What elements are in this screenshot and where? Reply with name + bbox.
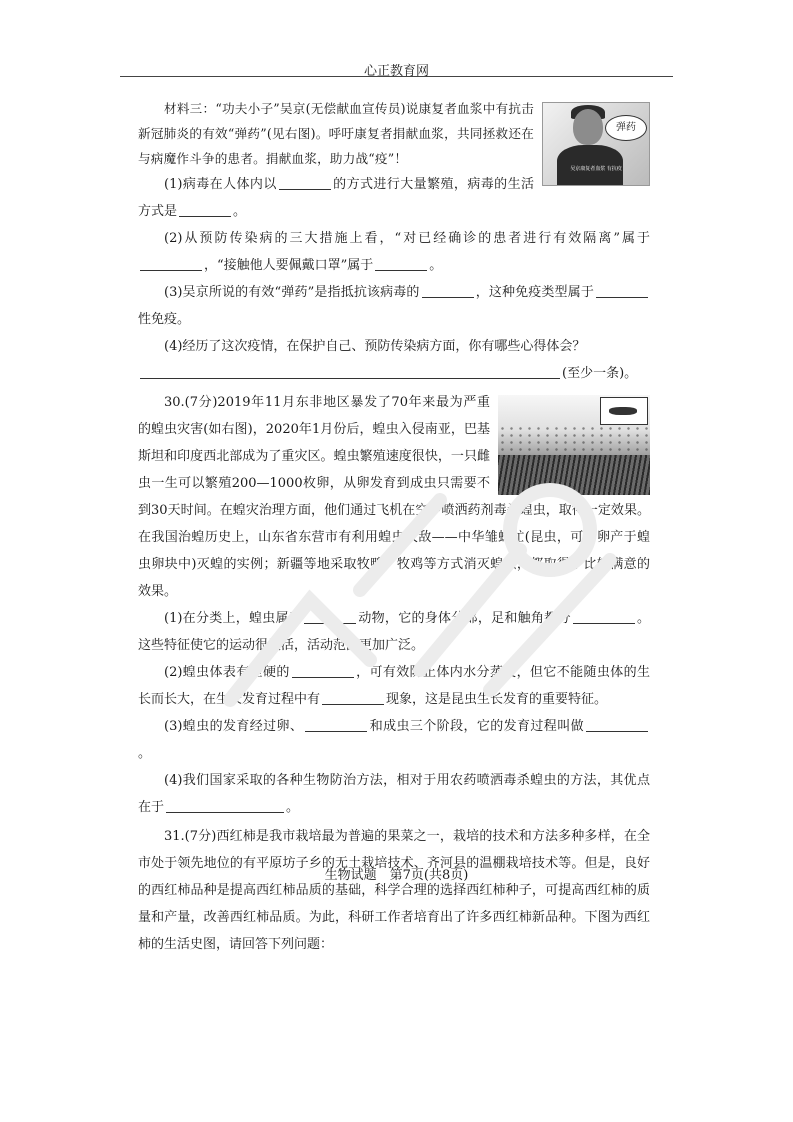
answer-blank[interactable]	[586, 717, 648, 732]
locust-icon	[609, 407, 637, 415]
q29-part1: (1)病毒在人体内以 的方式进行大量繁殖，病毒的生活方式是 。	[138, 177, 534, 219]
photo-caption: 吴京康复者血浆 有抗疫	[570, 166, 622, 172]
q29-part2: (2)从预防传染病的三大措施上看，“对已经确诊的患者进行有效隔离”属于，“接触他人要佩戴口罩”属于 。	[138, 225, 650, 279]
answer-blank[interactable]	[279, 175, 331, 190]
q31-intro: 31.(7分)西红柿是我市栽培最为普遍的果菜之一，栽培的技术和方法多种多样，在全市处于领先地位的有平原坊子乡的无土栽培技术、齐河县的温棚栽培技术等。但是，良好的西红柿品种是提高西红柿品质的基础，科学合理的选择西红柿种子，可提高西红柿的质量和产量，改善西红柿品质。为此，科研工作者培育出了许多西红柿新品种。下图为西红柿的生活史图，请回答下列问题：	[138, 829, 650, 952]
answer-blank[interactable]	[179, 202, 231, 217]
q30-part1: (1)在分类上，蝗虫属于 动物，它的身体分部，足和触角都分 。这些特征使它的运动很灵活，活动范围更加广泛。	[138, 611, 650, 653]
answer-blank[interactable]	[166, 798, 284, 813]
material-three-text: 材料三：“功夫小子”吴京(无偿献血宣传员)说康复者血浆中有抗击新冠肺炎的有效“弹药”(见右图)。呼吁康复者捐献血浆，共同拯救还在与病魔作斗争的患者。捐献血浆，助力战“疫”！	[138, 101, 534, 166]
wujing-photo	[542, 102, 650, 186]
photo-face	[573, 109, 603, 145]
header-divider	[120, 76, 673, 77]
answer-blank[interactable]	[292, 663, 354, 678]
answer-blank[interactable]	[322, 690, 384, 705]
answer-blank[interactable]	[140, 256, 202, 271]
answer-blank[interactable]	[573, 609, 635, 624]
answer-blank[interactable]	[596, 283, 648, 298]
question-30	[138, 389, 650, 605]
locust-inset	[600, 397, 648, 425]
answer-blank[interactable]	[422, 283, 474, 298]
answer-blank[interactable]	[305, 717, 367, 732]
site-header: 心正教育网	[363, 64, 429, 79]
locust-swarm-photo	[498, 395, 650, 495]
photo-speech-bubble: 弹药	[605, 115, 647, 141]
answer-blank[interactable]	[304, 609, 356, 624]
q30-intro: 30.(7分)2019年11月东非地区暴发了70年来最为严重的蝗虫灾害(如右图)，2020年1月份后，蝗虫入侵南亚，巴基斯坦和印度西北部成为了重灾区。蝗虫繁殖速度很快，一只雌虫一生可以繁殖200—1000枚卵，从卵发育到成虫只需要不到30天时间。在蝗灾治理方面，他们通过飞机在空中喷洒药剂毒杀蝗虫，取得一定效果。在我国治蝗历史上，山东省东营市有利用蝗虫天敌——中华雏蜂虻(昆虫，可将卵产于蝗虫卵块中)灭蝗的实例；新疆等地采取牧鸭、牧鸡等方式消灭蝗虫，都取得了比较满意的效果。	[138, 395, 650, 599]
material-three	[138, 96, 650, 171]
page-content	[138, 96, 650, 958]
q29-part4: (4)经历了这次疫情，在保护自己、预防传染病方面，你有哪些心得体会？	[164, 339, 586, 354]
answer-blank[interactable]	[140, 364, 560, 379]
q29-part3: (3)吴京所说的有效“弹药”是指抵抗该病毒的 ，这种免疫类型属于性免疫。	[138, 279, 650, 333]
q30-part3: (3)蝗虫的发育经过卵、 和成虫三个阶段，它的发育过程叫做。	[138, 713, 650, 767]
grass-field	[498, 455, 650, 495]
answer-blank[interactable]	[375, 256, 427, 271]
q29-part4-answer: (至少一条)。	[138, 360, 650, 387]
q30-part2: (2)蝗虫体表有坚硬的 ，可有效防止体内水分蒸发，但它不能随虫体的生长而长大，在生长发育过程中有 现象，这是昆虫生长发育的重要特征。	[138, 665, 650, 707]
page-footer: 生物试题 第7页(共8页)	[324, 868, 469, 883]
q30-part4: (4)我们国家采取的各种生物防治方法，相对于用农药喷洒毒杀蝗虫的方法，其优点在于 。	[138, 773, 650, 815]
